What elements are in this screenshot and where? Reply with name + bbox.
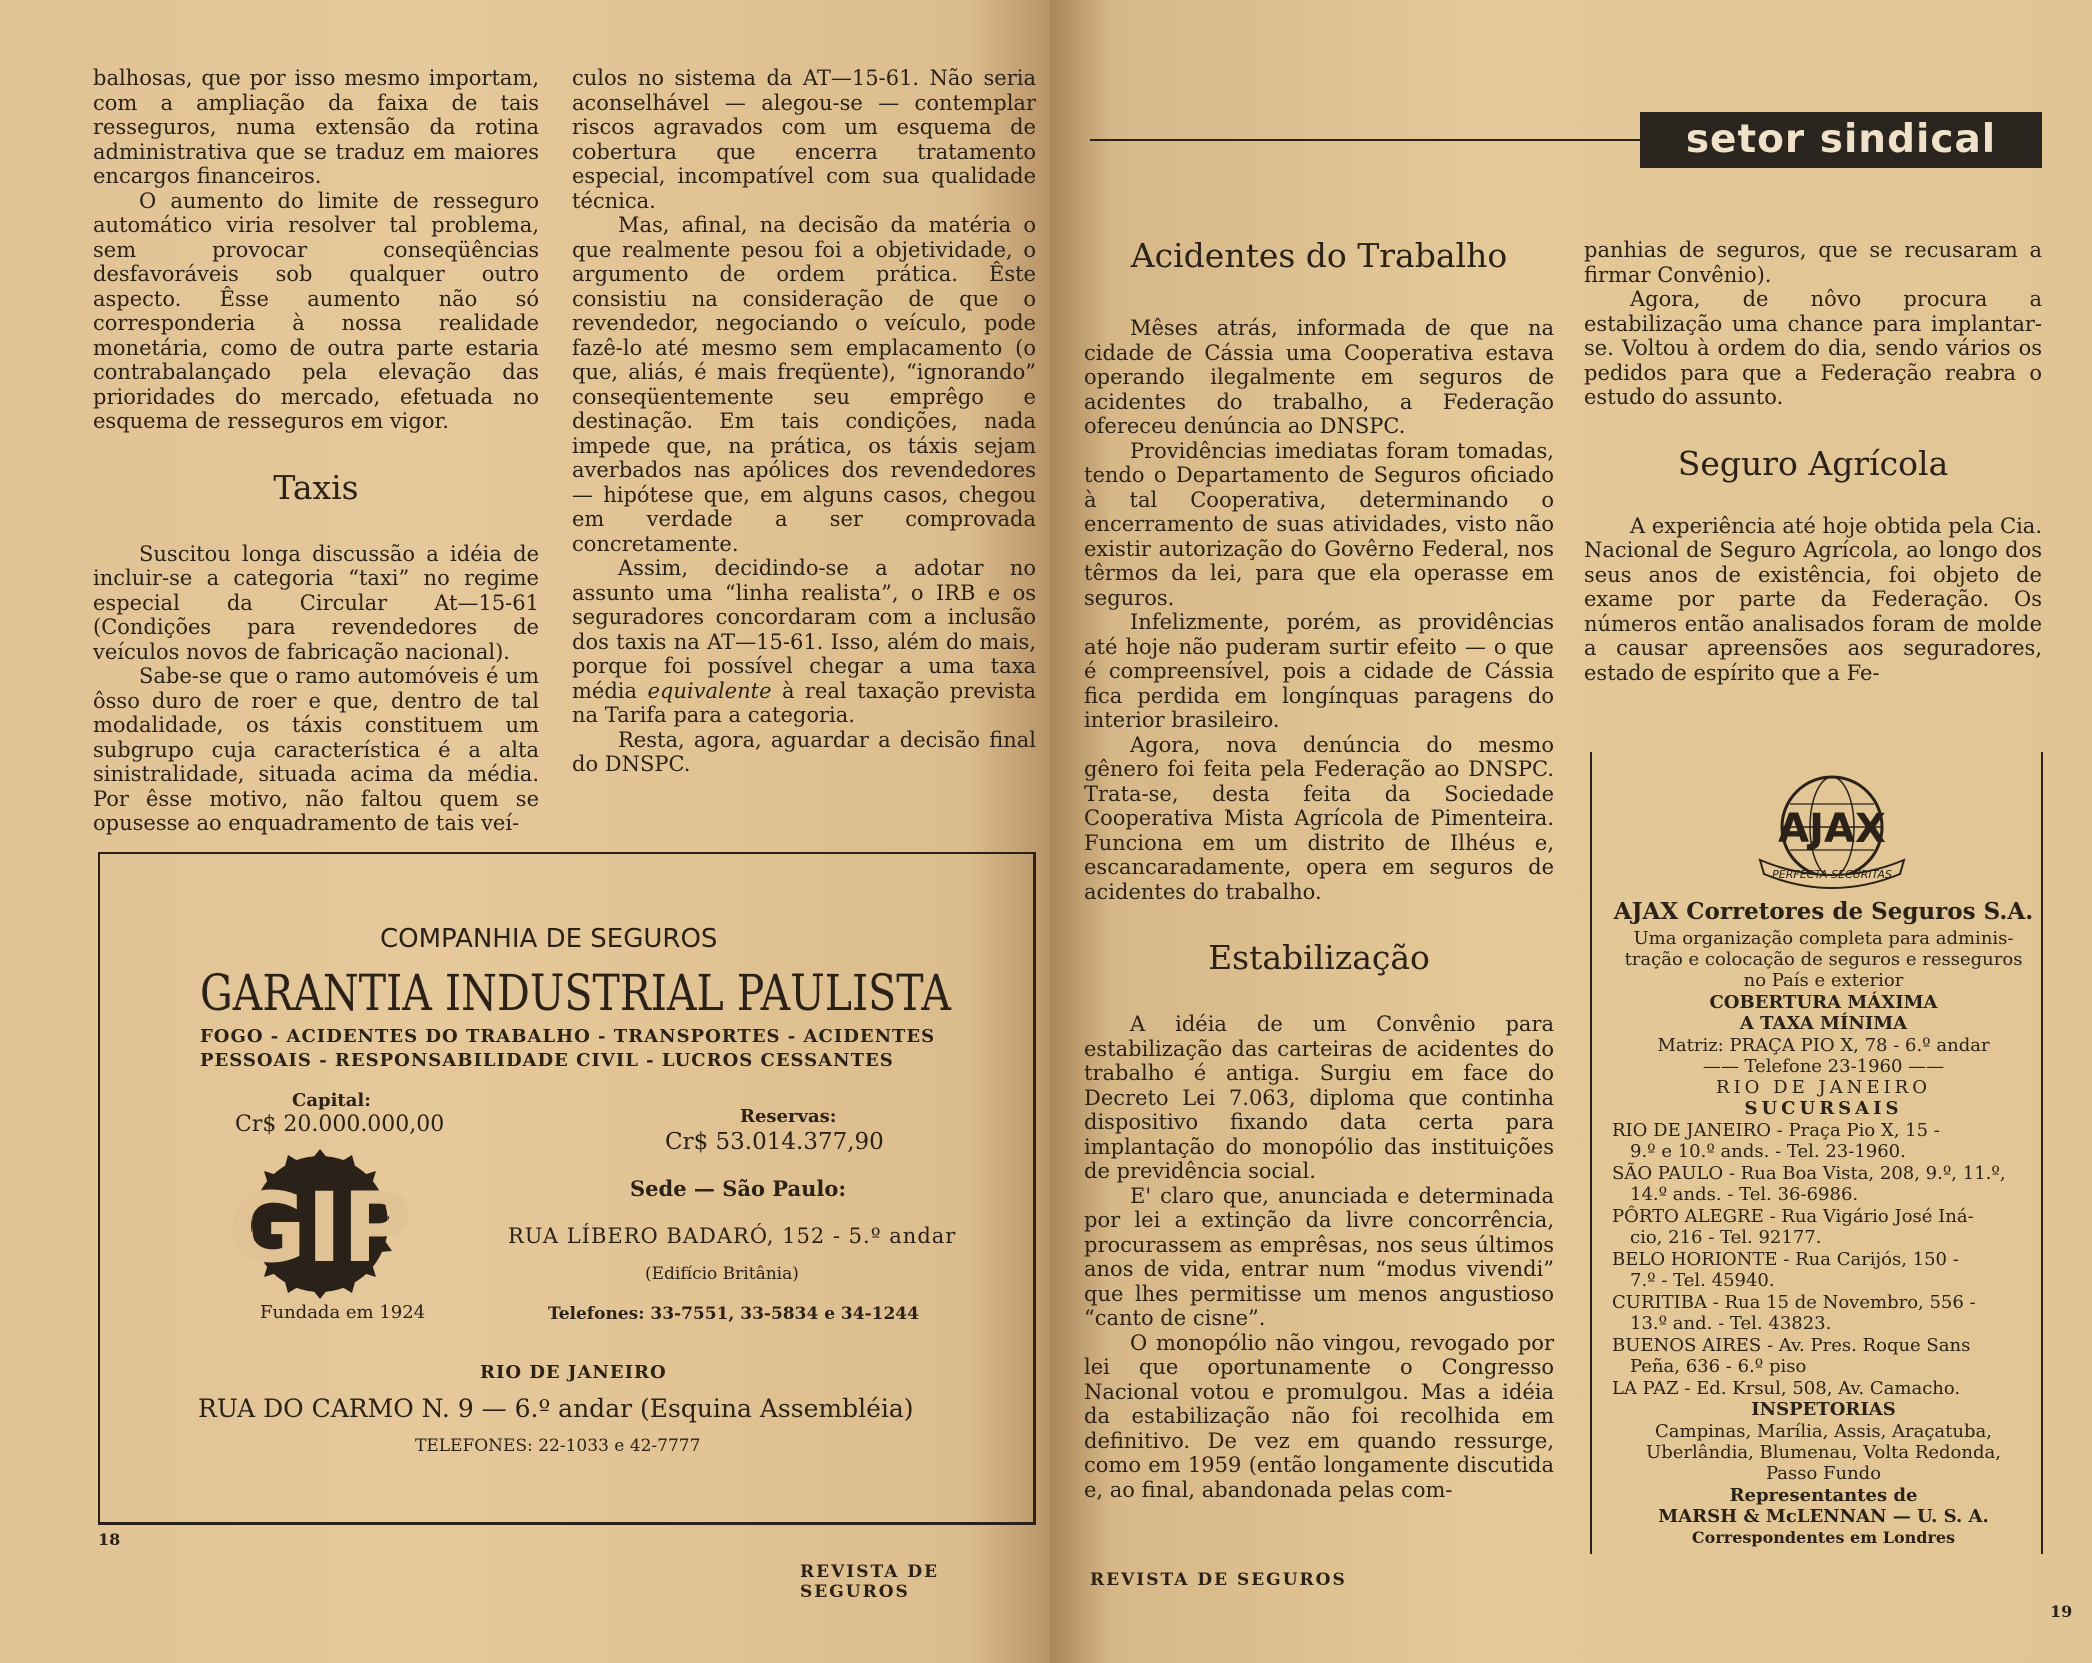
ajax-line: SUCURSAIS	[1744, 1098, 1903, 1119]
ajax-line: Correspondentes em Londres	[1691, 1528, 1956, 1547]
ajax-title: AJAX Corretores de Seguros S.A.	[1613, 898, 2034, 925]
footer-left: REVISTA DE SEGUROS	[800, 1562, 940, 1602]
ajax-line: Campinas, Marília, Assis, Araçatuba,	[1655, 1421, 1992, 1442]
ajax-line: MARSH & McLENNAN — U. S. A.	[1658, 1506, 1989, 1527]
ajax-line: 13.º and. - Tel. 43823.	[1630, 1313, 1832, 1334]
paragraph: E' claro que, anunciada e determinada por lei a extinção da livre concorrência, procurassem as emprêsas, nos seus últimos anos de vida, entrar num “modus vivendi” que lhes permitisse um menos angustioso “canto de cisne”.	[1084, 1183, 1554, 1330]
section-heading-estabilizacao: Estabilização	[1208, 938, 1430, 977]
ajax-line: —— Telefone 23-1960 ——	[1702, 1056, 1945, 1077]
paragraph: panhias de seguros, que se recusaram a firmar Convênio).	[1584, 238, 2042, 287]
ad-coverage-line-2: PESSOAIS - RESPONSABILIDADE CIVIL - LUCROS CESSANTES	[200, 1050, 894, 1071]
ajax-line: RIO DE JANEIRO	[1716, 1077, 1931, 1098]
paragraph: culos no sistema da AT—15-61. Não seria aconselhável — alegou-se — contemplar riscos agravados com um esquema de cobertura que encerra tratamento especial, incompatível com sua qualidade técnica.	[572, 66, 1036, 213]
ad-rio-address: RUA DO CARMO N. 9 — 6.º andar (Esquina Assembléia)	[198, 1394, 914, 1423]
ajax-line: no País e exterior	[1743, 970, 1904, 991]
ajax-line: BUENOS AIRES - Av. Pres. Roque Sans	[1612, 1335, 1971, 1356]
paragraph: balhosas, que por isso mesmo importam, com a ampliação da faixa de tais resseguros, numa extensão da rotina administrativa que se traduz em maiores encargos financeiros.	[93, 66, 539, 188]
ajax-line: LA PAZ - Ed. Krsul, 508, Av. Camacho.	[1612, 1378, 1961, 1399]
ajax-line: cio, 216 - Tel. 92177.	[1630, 1227, 1822, 1248]
ajax-line: 9.º e 10.º ands. - Tel. 23-1960.	[1630, 1141, 1906, 1162]
banner-rule	[1090, 139, 1640, 141]
paragraph: Infelizmente, porém, as providências até hoje não puderam surtir efeito — o que é compreensível, pois a cidade de Cássia fica perdida em longínquas paragens do interior brasileiro.	[1084, 610, 1554, 732]
ad-building: (Edifício Britânia)	[645, 1264, 799, 1284]
ajax-line: INSPETORIAS	[1751, 1399, 1896, 1420]
ad-coverage-line-1: FOGO - ACIDENTES DO TRABALHO - TRANSPORTES - ACIDENTES	[200, 1026, 936, 1047]
right-column-a	[1084, 236, 1554, 1502]
ajax-line: CURITIBA - Rua 15 de Novembro, 556 -	[1612, 1292, 1976, 1313]
ad-rio-phones: TELEFONES: 22-1033 e 42-7777	[415, 1436, 701, 1456]
ajax-line: Passo Fundo	[1765, 1463, 1882, 1484]
gip-logo-graphic	[222, 1149, 432, 1299]
ajax-line: PÔRTO ALEGRE - Rua Vigário José Iná-	[1612, 1206, 1974, 1227]
ajax-line: COBERTURA MÁXIMA	[1709, 992, 1938, 1013]
ajax-line: RIO DE JANEIRO - Praça Pio X, 15 -	[1612, 1120, 1940, 1141]
ad-rio-label: RIO DE JANEIRO	[480, 1362, 667, 1383]
emphasis-text: equivalente	[647, 678, 772, 703]
paragraph	[572, 556, 1036, 728]
paragraph: Agora, nova denúncia do mesmo gênero foi feita pela Federação ao DNSPC. Trata-se, desta feita da Sociedade Cooperativa Mista Agrícola de Pimenteira. Funciona em um distrito de Ilhéus e, escancaradamente, opera em seguros de acidentes do trabalho.	[1084, 732, 1554, 904]
paragraph: Mêses atrás, informada de que na cidade de Cássia uma Cooperativa estava operando ilegalmente em seguros de acidentes do trabalho, a Federação ofereceu denúncia ao DNSPC.	[1084, 316, 1554, 438]
paragraph: Resta, agora, aguardar a decisão final do DNSPC.	[572, 727, 1036, 776]
ad-company-name: GARANTIA INDUSTRIAL PAULISTA	[200, 964, 951, 1022]
paragraph: A idéia de um Convênio para estabilização das carteiras de acidentes do trabalho é antiga. Surgiu em face do Decreto Lei 7.063, diploma que continha dispositivo fixando data certa para implantação do monopólio das instituições de previdência social.	[1084, 1012, 1554, 1183]
section-heading-taxis: Taxis	[273, 467, 359, 507]
paragraph: Sabe-se que o ramo automóveis é um ôsso duro de roer e que, dentro de tal modalidade, os táxis constituem um subgrupo cuja característica é a alta sinistralidade, situada acima da média. Por êsse motivo, não faltou quem se opusesse ao enquadramento de tais veí-	[93, 664, 539, 835]
logo-text: GIP	[227, 1172, 413, 1284]
ad-company-label: COMPANHIA DE SEGUROS	[380, 924, 718, 954]
ad-reservas-value: Cr$ 53.014.377,90	[665, 1129, 884, 1155]
left-column-2	[572, 66, 1036, 777]
ad-capital-value: Cr$ 20.000.000,00	[235, 1112, 445, 1137]
ad-founded: Fundada em 1924	[260, 1302, 426, 1323]
section-banner: setor sindical	[1640, 112, 2042, 168]
ajax-line: BELO HORIONTE - Rua Carijós, 150 -	[1612, 1249, 1959, 1270]
page-number-left: 18	[98, 1530, 121, 1549]
gip-logo	[222, 1149, 432, 1299]
logo-ribbon: PERFECTA SECURITAS	[1772, 868, 1892, 881]
section-heading-acidentes: Acidentes do Trabalho	[1130, 236, 1508, 275]
ajax-line: Peña, 636 - 6.º piso	[1630, 1356, 1807, 1377]
paragraph: Providências imediatas foram tomadas, tendo o Departamento de Seguros oficiado à tal Cooperativa, determinando o encerramento de suas atividades, visto não existir autorização do Govêrno Federal, nos têrmos da lei, para que ela operasse em seguros.	[1084, 438, 1554, 610]
ad-phones: Telefones: 33-7551, 33-5834 e 34-1244	[548, 1304, 919, 1324]
paragraph: O monopólio não vingou, revogado por lei que oportunamente o Congresso Nacional votou e promulgou. Mas a idéia da estabilização não foi recolhida em definitivo. De vez em quando ressurge, como em 1959 (então longamente discutida e, ao final, abandonada pelas com-	[1084, 1330, 1554, 1502]
page-number-right: 19	[2050, 1602, 2073, 1621]
ad-reservas-label: Reservas:	[740, 1106, 837, 1127]
ajax-globe-logo	[1742, 772, 1922, 892]
ajax-line: Uma organização completa para adminis-	[1633, 928, 2014, 949]
ajax-line: A TAXA MÍNIMA	[1739, 1013, 1908, 1034]
ad-sede: Sede — São Paulo:	[630, 1176, 847, 1201]
paragraph: O aumento do limite de resseguro automático viria resolver tal problema, sem provocar conseqüências desfavoráveis sob qualquer outro aspecto. Êsse aumento não só corresponderia à nossa realidade monetária, como de outra parte estaria contrabalançado pela elevação das prioridades do mercado, efetuada no esquema de resseguros em vigor.	[93, 188, 539, 433]
ajax-line: Matriz: PRAÇA PIO X, 78 - 6.º andar	[1657, 1035, 1990, 1056]
paragraph: Agora, de nôvo procura a estabilização uma chance para implantar-se. Voltou à ordem do dia, sendo vários os pedidos para que a Federação reabra o estudo do assunto.	[1584, 287, 2042, 409]
logo-word: AJAX	[1778, 806, 1886, 852]
ajax-line: 7.º - Tel. 45940.	[1630, 1270, 1775, 1291]
paragraph: Mas, afinal, na decisão da matéria o que realmente pesou foi a objetividade, o argumento de ordem prática. Êste consistiu na consideração de que o revendedor, negociando o veículo, pode fazê-lo até mesmo sem emplacamento (o que, aliás, é mais freqüente), “ignorando” conseqüentemente seu emprêgo e destinação. Em tais condições, nada impede que, na prática, os táxis sejam averbados nas apólices dos revendedores — hipótese que, em alguns casos, chegou em verdade a ser comprovada concretamente.	[572, 213, 1036, 556]
ajax-line: SÃO PAULO - Rua Boa Vista, 208, 9.º, 11.º,	[1612, 1163, 2006, 1184]
ajax-line: Representantes de	[1729, 1485, 1918, 1506]
section-heading-seguro-agricola: Seguro Agrícola	[1677, 443, 1949, 483]
text-run: Assim, decidindo-se a adotar no assunto uma “linha realista”, o IRB e os seguradores concordaram com a inclusão dos taxis na AT—15-61. Isso, além do mais, porque foi possível chegar a uma taxa média	[572, 556, 1036, 703]
footer-right: REVISTA DE SEGUROS	[1090, 1570, 1347, 1590]
ajax-advertisement	[1590, 752, 2043, 1554]
ad-capital-label: Capital:	[292, 1090, 371, 1111]
right-column-b	[1584, 238, 2042, 685]
ajax-line: 14.º ands. - Tel. 36-6986.	[1630, 1184, 1859, 1205]
paragraph: Suscitou longa discussão a idéia de incluir-se a categoria “taxi” no regime especial da Circular At—15-61 (Condições para revendedores de veículos novos de fabricação nacional).	[93, 541, 539, 664]
left-column-1	[93, 66, 539, 836]
text-run: à real taxação prevista na Tarifa para a categoria.	[572, 678, 1036, 727]
ajax-line: tração e colocação de seguros e resseguros	[1624, 949, 2023, 970]
paragraph: A experiência até hoje obtida pela Cia. Nacional de Seguro Agrícola, ao longo dos seus anos de existência, foi objeto de exame por parte da Federação. Os números então analisados foram de molde a causar apreensões aos seguradores, estado de espírito que a Fe-	[1584, 513, 2042, 685]
ad-address: RUA LÍBERO BADARÓ, 152 - 5.º andar	[508, 1224, 957, 1248]
gip-advertisement	[98, 852, 1036, 1525]
ajax-line: Uberlândia, Blumenau, Volta Redonda,	[1646, 1442, 2001, 1463]
